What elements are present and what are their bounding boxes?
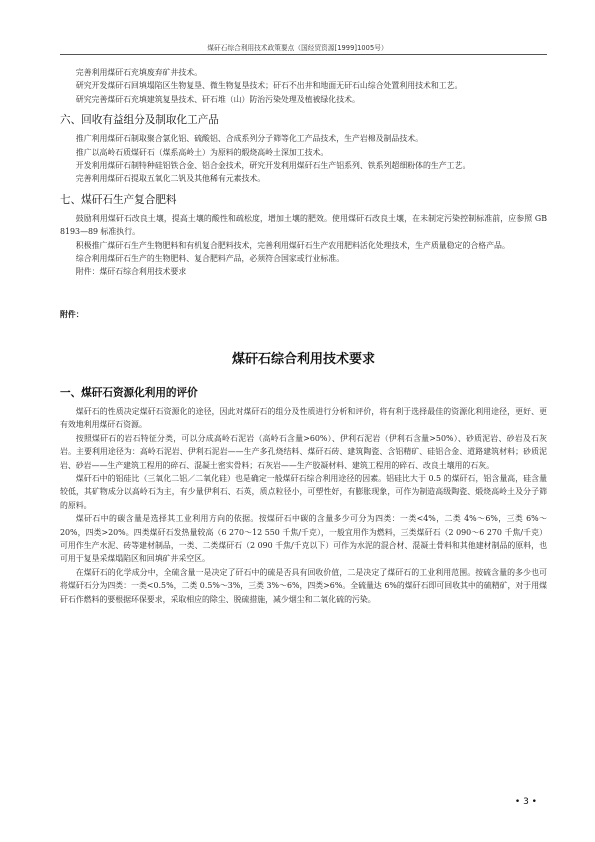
attachment-title: 煤矸石综合利用技术要求	[231, 351, 375, 367]
running-header: 煤矸石综合利用技术政策要点（国经贸资源[1999]1005号）	[207, 44, 388, 52]
attachment-section-heading-1: 一、煤矸石资源化利用的评价	[60, 386, 198, 399]
paragraph: 在煤矸石的化学成分中，全硫含量一是决定了矸石中的硫是否具有回收价值，二是决定了煤矸石的工业利用范围。按硫含量的多少也可将煤矸石分为四类：一类<0.5%，二类 0.5%～3%，三类 3%～6%，四类>6%。全硫量达 6%的煤矸石即可回收其中的硫精矿，对于用煤矸石作燃料的要根据环保要求，采取相应的除尘、脱硫措施，减少烟尘和二氧化硫的污染。	[60, 567, 547, 604]
paragraph: 鼓励利用煤矸石改良土壤，提高土壤的酸性和疏松度，增加土壤的肥效。使用煤矸石改良土壤，在未制定污染控制标准前，应参照 GB 8193—89 标准执行。	[60, 213, 547, 237]
paragraph: 研究完善煤矸石充填建筑复垦技术、矸石堆（山）防治污染处理及植被绿化技术。	[75, 94, 360, 104]
paragraph: 煤矸石的性质决定煤矸石资源化的途径，因此对煤矸石的组分及性质进行分析和评价，将有利于选择最佳的资源化利用途径，更好、更有效地利用煤矸石资源。	[60, 406, 547, 430]
document-body	[60, 66, 547, 606]
attachment-reference: 附件：煤矸石综合利用技术要求	[75, 267, 187, 277]
paragraph: 研究开发煤矸石回填塌陷区生物复垦、微生物复垦技术；矸石不出井和地面无矸石山综合处置利用技术和工艺。	[75, 81, 463, 91]
paragraph: 推广以高岭石质煤矸石（煤系高岭土）为原料的煅烧高岭土深加工技术。	[75, 147, 329, 157]
paragraph: 积极推广煤矸石生产生物肥料和有机复合肥料技术，完善利用煤矸石生产农用肥料活化处理技术，生产质量稳定的合格产品。	[75, 240, 510, 250]
section-heading-7: 七、煤矸石生产复合肥料	[60, 193, 177, 206]
paragraph: 完善利用煤矸石提取五氧化二钒及其他稀有元素技术。	[75, 174, 266, 184]
paragraph: 煤矸石中的碳含量是选择其工业利用方向的依据。按煤矸石中碳的含量多少可分为四类：一类<4%，二类 4%～6%，三类 6%～20%，四类>20%。四类煤矸石发热量较高（6 270～12 550 千焦/千克），一般宜用作为燃料，三类煤矸石（2 090～6 270 千焦/千克）可用作生产水泥、砖等建材制品，一类、二类煤矸石（2 090 千焦/千克以下）可作为水泥的混合材、混凝土骨料和其他建材制品的原料，也可用于复垦采煤塌陷区和回填矿井采空区。	[60, 514, 547, 564]
paragraph: 综合利用煤矸石生产的生物肥料、复合肥料产品，必须符合国家或行业标准。	[75, 254, 345, 264]
header-divider	[60, 54, 547, 55]
paragraph: 煤矸石中的铝硅比（三氧化二铝／二氧化硅）也是确定一般煤矸石综合利用途径的因素。铝硅比大于 0.5 的煤矸石，铝含量高，硅含量较低，其矿物成分以高岭石为主，有少量伊利石、石英，质点粒径小，可塑性好，有膨胀现象，可作为制造高级陶瓷、煅烧高岭土及分子筛的原料。	[60, 473, 547, 510]
page-number: • 3 •	[514, 797, 537, 807]
paragraph: 按照煤矸石的岩石特征分类，可以分成高岭石泥岩（高岭石含量>60%）、伊利石泥岩（伊利石含量>50%）、砂质泥岩、砂岩及石灰岩。主要利用途径为：高岭石泥岩、伊利石泥岩——生产多孔烧结料、煤矸石砖、建筑陶瓷、含铝精矿、硅铝合金、道路建筑材料；砂质泥岩、砂岩——生产建筑工程用的碎石、混凝土密实骨料；石灰岩——生产胶凝材料、建筑工程用的碎石、改良土壤用的石灰。	[60, 433, 547, 470]
section-heading-6: 六、回收有益组分及制取化工产品	[60, 114, 219, 127]
paragraph: 推广利用煤矸石制取聚合氯化铝、硫酸铝、合成系列分子筛等化工产品技术，生产岩棉及制品技术。	[75, 134, 423, 144]
attachment-label: 附件：	[60, 309, 84, 319]
paragraph: 开发利用煤矸石制特种硅铝铁合金、铝合金技术，研究开发利用煤矸石生产铝系列、铁系列超细粉体的生产工艺。	[75, 161, 471, 171]
paragraph: 完善利用煤矸石充填废弃矿井技术。	[75, 68, 203, 77]
